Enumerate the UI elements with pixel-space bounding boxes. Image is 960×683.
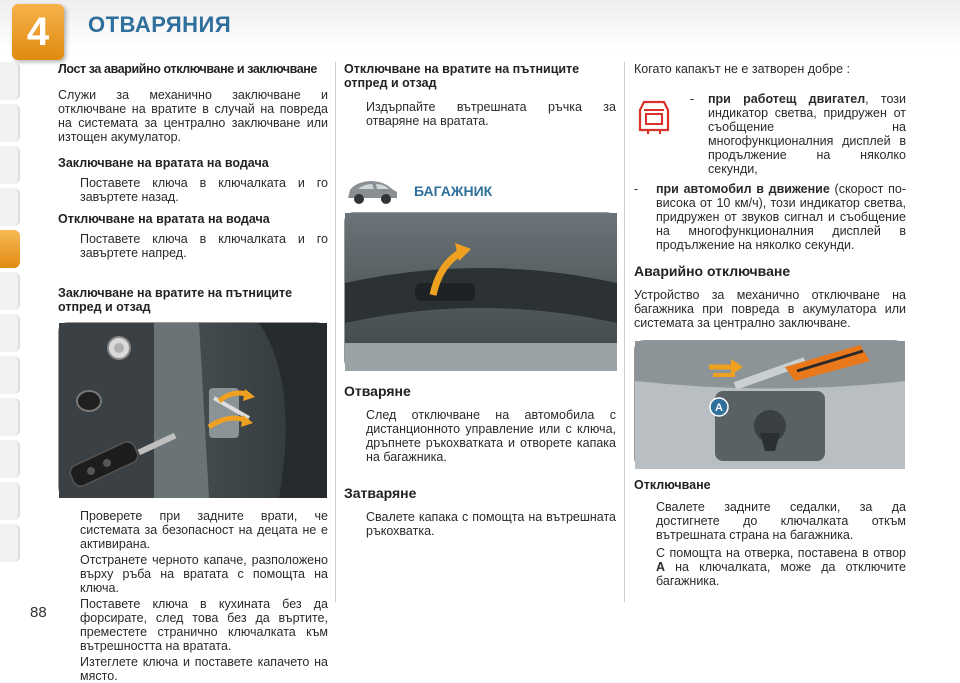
open-title: Отваряне <box>344 383 411 399</box>
unlock-passenger-title: Отключване на вратите на пътниците отпред и отзад <box>344 62 580 90</box>
list-item: - при работещ двигател, този индикатор светва, придружен от съобщение на многофункционалния дисплей в продължение на няколко секунди, <box>690 92 906 176</box>
intro-text: Служи за механично заключване и отключване на вратите в случай на повреда на системата за централно заключване или изтощен акумулатор. <box>58 88 328 144</box>
list-item: Поставете ключа в ключалката и го завъртете напред. <box>80 232 328 260</box>
list-item: Поставете ключа в кухината без да форсирате, след това без да въртите, преместете странично ключалката към вътрешността на вратата. <box>80 597 328 653</box>
dash-marker: - <box>634 182 639 196</box>
chapter-title: ОТВАРЯНИЯ <box>88 12 232 37</box>
open-trunk-warning-icon <box>634 92 686 182</box>
chapter-tab[interactable] <box>0 398 20 436</box>
page-number: 88 <box>30 604 47 621</box>
emergency-unlock-text: Устройство за механично отключване на багажника при повреда в акумулатора или системата за централно заключване. <box>634 288 906 330</box>
unlock-trunk-title: Отключване <box>634 478 711 492</box>
lock-driver-title: Заключване на вратата на водача <box>58 156 269 170</box>
marker-a: A <box>715 402 723 414</box>
list-item: Свалете задните седалки, за да достигнете до ключалката откъм вътрешната страна на багажника. <box>656 500 906 542</box>
trunk-lock-photo <box>634 340 904 468</box>
list-item: Отстранете черното капаче, разположено върху ръба на вратата с помощта на ключа. <box>80 553 328 595</box>
trunk-section-header <box>344 176 616 206</box>
emergency-unlock-title: Аварийно отключване <box>634 263 791 279</box>
list-item: Свалете капака с помощта на вътрешната ръкохватка. <box>366 510 616 538</box>
chapter-tabs <box>0 62 20 566</box>
column-left <box>58 62 328 683</box>
chapter-tab[interactable] <box>0 62 20 100</box>
column-divider <box>335 62 336 602</box>
list-item: Проверете при задните врати, че системата за безопасност на децата не е активирана. <box>80 509 328 551</box>
chapter-tab-active[interactable] <box>0 230 20 268</box>
chapter-tab[interactable] <box>0 146 20 184</box>
trunk-handle-photo <box>344 212 616 370</box>
lock-passenger-title: Заключване на вратите на пътниците отпред и отзад <box>58 286 293 314</box>
chapter-tab[interactable] <box>0 314 20 352</box>
intro-text: Когато капакът не е затворен добре : <box>634 62 850 76</box>
chapter-tab[interactable] <box>0 356 20 394</box>
door-lock-photo <box>58 322 326 497</box>
close-title: Затваряне <box>344 485 417 501</box>
chapter-tab[interactable] <box>0 524 20 562</box>
car-icon <box>344 176 400 206</box>
chapter-tab[interactable] <box>0 482 20 520</box>
unlock-driver-title: Отключване на вратата на водача <box>58 212 270 226</box>
dash-marker: - <box>690 92 695 106</box>
list-item: - при автомобил в движение (скорост по-висока от 10 км/ч), този индикатор светва, придружен от звуков сигнал и съобщение на многофункционалния дисплей в продължение на няколко секунди. <box>634 182 907 252</box>
chapter-tab[interactable] <box>0 188 20 226</box>
trunk-label: БАГАЖНИК <box>414 183 493 199</box>
chapter-tab[interactable] <box>0 440 20 478</box>
chapter-badge: 4 <box>12 4 64 60</box>
column-middle <box>344 62 616 546</box>
list-item: Издърпайте вътрешната ръчка за отваряне на вратата. <box>366 100 616 128</box>
section-heading: Лост за аварийно отключване и заключване <box>58 62 317 76</box>
indicator-row <box>634 92 906 182</box>
chapter-tab[interactable] <box>0 272 20 310</box>
list-item: Изтеглете ключа и поставете капачето на място. <box>80 655 328 683</box>
list-item: След отключване на автомобила с дистанционното управление или с ключа, дръпнете ръкохватката и отворете капака на багажника. <box>366 408 616 464</box>
column-right <box>634 62 906 596</box>
list-item: С помощта на отверка, поставена в отвор A на ключалката, може да отключите багажника. <box>656 546 906 588</box>
column-divider <box>624 62 625 602</box>
chapter-tab[interactable] <box>0 104 20 142</box>
list-item: Поставете ключа в ключалката и го завъртете назад. <box>80 176 328 204</box>
